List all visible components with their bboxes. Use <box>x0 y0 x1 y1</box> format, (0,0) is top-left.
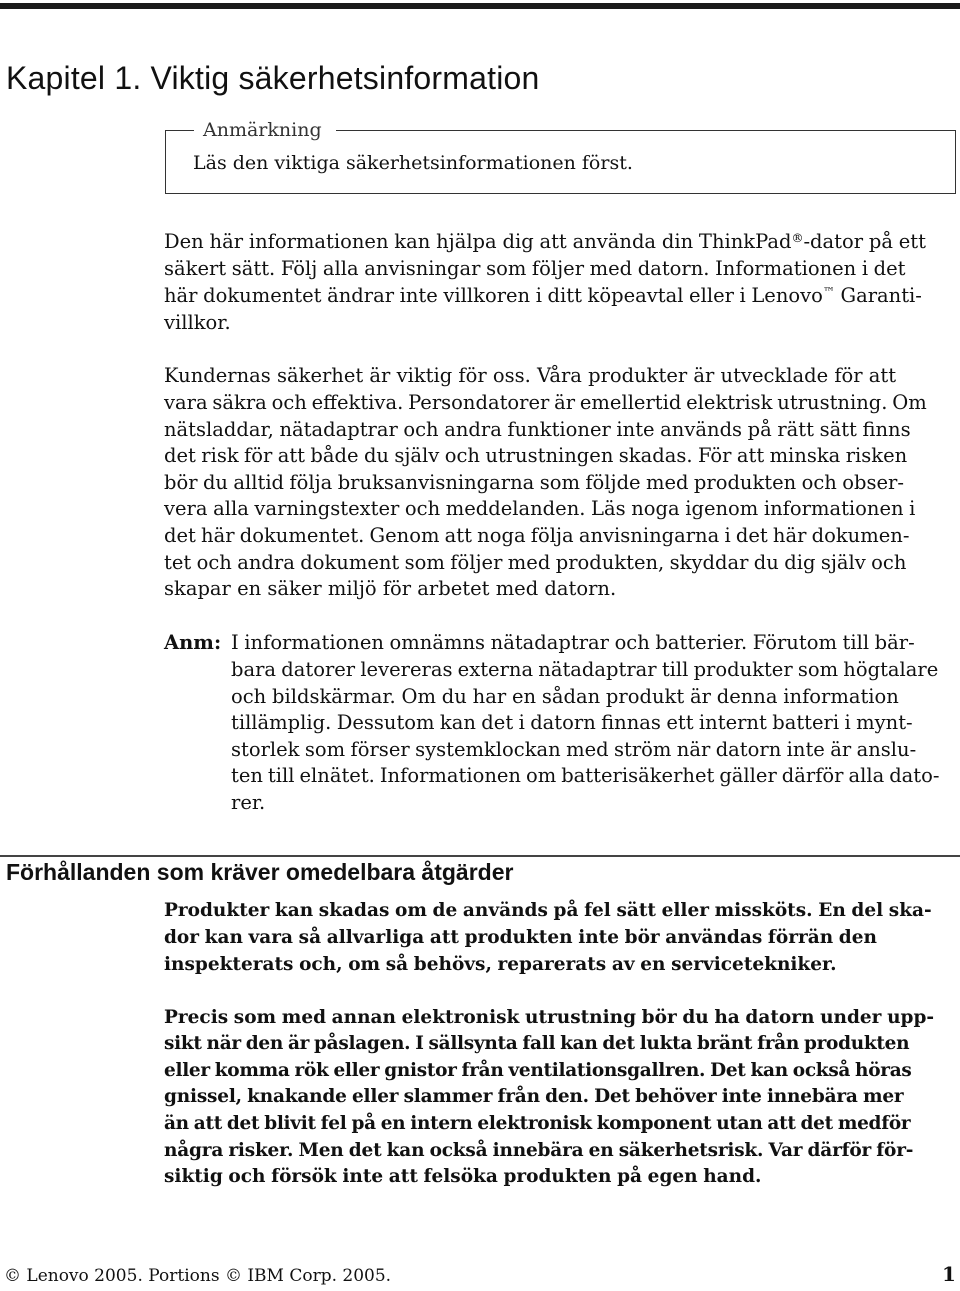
note-box-top-border-left <box>166 130 194 131</box>
warning-line: siktig och försök inte att felsöka produkten på egen hand. <box>164 1166 762 1187</box>
note-box <box>165 119 956 194</box>
paragraph-line: det risk för att både du själv och utrustningen skadas. För att minska risken <box>164 444 908 467</box>
warning-line: några risker. Men det kan också innebära en säkerhetsrisk. Var därför för- <box>164 1140 914 1161</box>
note-box-top-border-right <box>336 130 955 131</box>
anm-line: storlek som förser systemklockan med ström när datorn inte är anslu- <box>231 738 917 761</box>
warning-line: sikt när den är påslagen. I sällsynta fall kan det lukta bränt från produkten <box>164 1033 910 1054</box>
section-rule <box>0 855 960 857</box>
top-rule <box>0 3 960 9</box>
warning-line: Precis som med annan elektronisk utrustning bör du ha datorn under upp- <box>164 1007 935 1028</box>
anm-label: Anm: <box>164 631 222 654</box>
registered-mark: ® <box>791 231 804 245</box>
intro-line: Den här informationen kan hjälpa dig att använda din ThinkPad®-dator på ett <box>164 230 926 253</box>
paragraph-line: Kundernas säkerhet är viktig för oss. Våra produkter är utvecklade för att <box>164 364 897 387</box>
warning-line: än att det blivit fel på en intern elektronisk komponent utan att det medför <box>164 1113 911 1134</box>
anm-line: och bildskärmar. Om du har en sådan produkt är denna information <box>231 685 899 708</box>
note-text: Läs den viktiga säkerhetsinformationen först. <box>193 152 633 174</box>
warning-line: Produkter kan skadas om de används på fel sätt eller missköts. En del ska- <box>164 900 932 921</box>
warning-line: gnissel, knakande eller slammer från den. Det behöver inte innebära mer <box>164 1086 904 1107</box>
anm-line: tillämplig. Dessutom kan det i datorn finnas ett internt batteri i mynt- <box>231 711 913 734</box>
paragraph-line: det här dokumentet. Genom att noga följa anvisningarna i det här dokumen- <box>164 524 910 547</box>
paragraph-line: tet och andra dokument som följer med produkten, skyddar du dig själv och <box>164 551 907 574</box>
intro-line: villkor. <box>164 311 231 334</box>
paragraph-line: bör du alltid följa bruksanvisningarna som följde med produkten och obser- <box>164 471 904 494</box>
note-heading: Anmärkning <box>203 119 322 141</box>
warning-line: eller komma rök eller gnistor från ventilationsgallren. Det kan också höras <box>164 1060 912 1081</box>
paragraph-line: vara säkra och effektiva. Persondatorer är emellertid elektrisk utrustning. Om <box>164 391 927 414</box>
section-title: Förhållanden som kräver omedelbara åtgärder <box>6 859 514 885</box>
trademark-mark: ™ <box>822 285 835 299</box>
warning-line: dor kan vara så allvarliga att produkten inte bör användas förrän den <box>164 927 877 948</box>
anm-line: bara datorer levereras externa nätadaptrar till produkter som högtalare <box>231 658 939 681</box>
paragraph-line: skapar en säker miljö för arbetet med datorn. <box>164 577 617 600</box>
anm-line: ten till elnätet. Informationen om batterisäkerhet gäller därför alla dato- <box>231 764 940 787</box>
chapter-title: Kapitel 1. Viktig säkerhetsinformation <box>6 60 540 96</box>
paragraph-line: vera alla varningstexter och meddelanden. Läs noga igenom informationen i <box>164 497 916 520</box>
anm-line: rer. <box>231 791 266 814</box>
warning-line: inspekterats och, om så behövs, reparerats av en servicetekniker. <box>164 954 837 975</box>
page-number: 1 <box>942 1262 956 1286</box>
intro-line: här dokumentet ändrar inte villkoren i ditt köpeavtal eller i Lenovo™ Garanti- <box>164 284 922 307</box>
paragraph-line: nätsladdar, nätadaptrar och andra funktioner inte används på rätt sätt finns <box>164 418 911 441</box>
anm-line: I informationen omnämns nätadaptrar och batterier. Förutom till bär- <box>231 631 915 654</box>
intro-line: säkert sätt. Följ alla anvisningar som följer med datorn. Informationen i det <box>164 257 906 280</box>
footer-copyright: © Lenovo 2005. Portions © IBM Corp. 2005. <box>4 1266 392 1286</box>
